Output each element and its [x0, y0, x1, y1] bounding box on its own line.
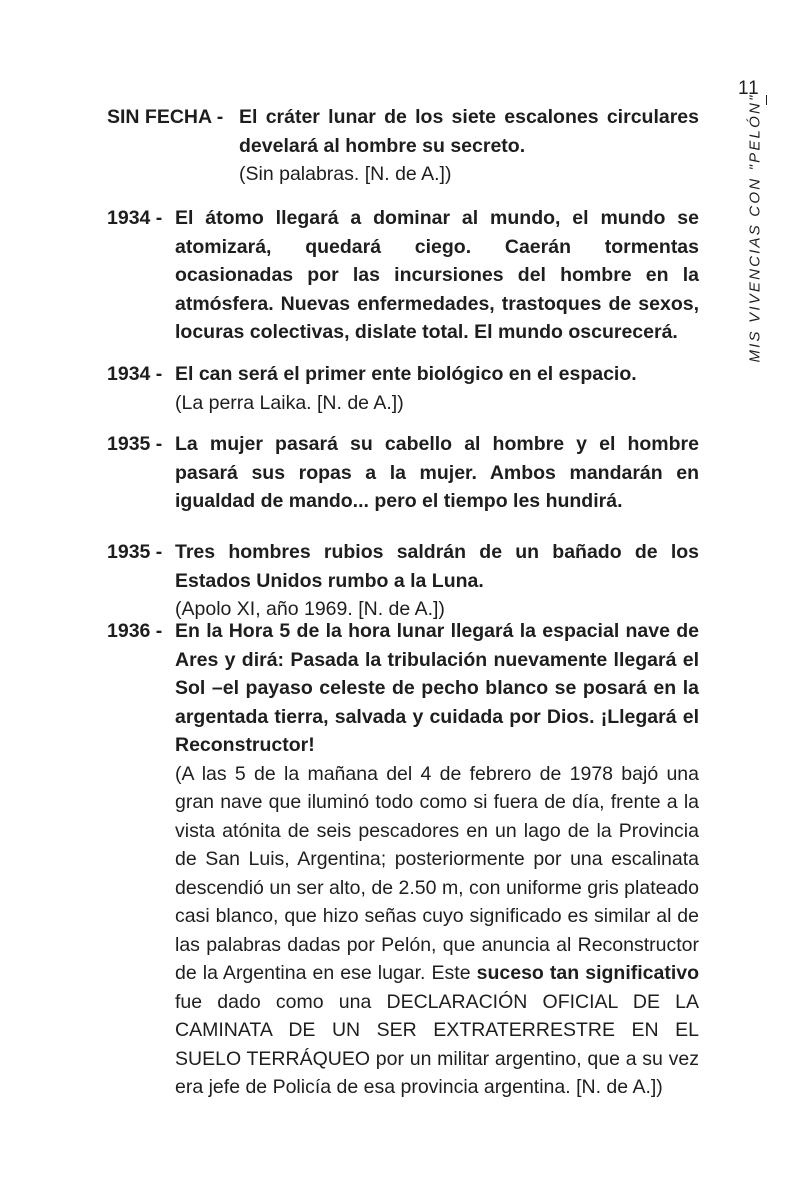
entry-date: 1935 -: [107, 541, 163, 563]
entry-date: 1935 -: [107, 433, 163, 455]
running-head-rule: [766, 95, 767, 105]
author-note-text: (A las 5 de la mañana del 4 de febrero de 1978 bajó una gran nave que iluminó todo como si fuera de día, frente a la vista atónita de seis pescadores en un lago de la Provincia de San Luis, Argentina; posteriormente por una escalinata descendió un ser alto, de 2.50 m, con uniforme gris plateado casi blanco, que hizo señas cuyo significado es similar al de las palabras dadas por Pelón, que anuncia al Reconstructor de la Argentina en ese lugar. Este: [175, 762, 699, 984]
chronology-entry: [107, 204, 699, 347]
entry-date: 1934 -: [107, 207, 163, 229]
chronology-entry: [107, 103, 699, 189]
entry-prophecy: En la Hora 5 de la hora lunar llegará la espacial nave de Ares y dirá: Pasada la tribulación nuevamente llegará el Sol –el payaso celeste de pecho blanco se posará en la argentada tierra, salvada y cuidada por Dios. ¡Llegará el Reconstructor!: [175, 620, 699, 756]
chronology-entry: [107, 538, 699, 624]
entry-body: [239, 103, 699, 189]
author-note: [175, 760, 699, 1102]
entry-date: 1936 -: [107, 620, 163, 642]
entry-prophecy: El cráter lunar de los siete escalones circulares develará al hombre su secreto.: [239, 106, 699, 157]
entry-body: [175, 430, 699, 516]
author-note: (Apolo XI, año 1969. [N. de A.]): [175, 598, 445, 620]
running-head: MIS VIVENCIAS CON "PELÓN": [746, 93, 764, 363]
entry-prophecy: Tres hombres rubios saldrán de un bañado de los Estados Unidos rumbo a la Luna.: [175, 541, 699, 592]
chronology-entry: [107, 430, 699, 516]
chronology-entry: [107, 360, 699, 417]
author-note: (Sin palabras. [N. de A.]): [239, 163, 452, 185]
entry-body: [175, 204, 699, 347]
author-note-text: fue dado como una DECLARACIÓN OFICIAL DE LA CAMINATA DE UN SER EXTRATERRESTRE EN EL SUELO TERRÁQUEO por un militar argentino, que a su vez era jefe de Policía de esa provincia argentina. [N. de A.]): [175, 990, 699, 1098]
entry-prophecy: La mujer pasará su cabello al hombre y el hombre pasará sus ropas a la mujer. Ambos mandarán en igualdad de mando... pero el tiempo les hundirá.: [175, 433, 699, 512]
entry-date: SIN FECHA -: [107, 106, 224, 128]
author-note-emphasis: suceso tan significativo: [476, 962, 700, 984]
entry-body: [175, 538, 699, 624]
entry-prophecy: El átomo llegará a dominar al mundo, el mundo se atomizará, quedará ciego. Caerán tormentas ocasionadas por las incursiones del hombre en la atmósfera. Nuevas enfermedades, trastoques de sexos, locuras colectivas, dislate total. El mundo oscurecerá.: [175, 207, 699, 343]
entry-date: 1934 -: [107, 363, 163, 385]
chronology-entry: [107, 617, 699, 1102]
entry-body: [175, 617, 699, 1102]
entry-body: [175, 360, 699, 417]
page-number: 11: [738, 78, 760, 99]
entry-prophecy: El can será el primer ente biológico en el espacio.: [175, 363, 637, 385]
author-note: (La perra Laika. [N. de A.]): [175, 391, 404, 414]
